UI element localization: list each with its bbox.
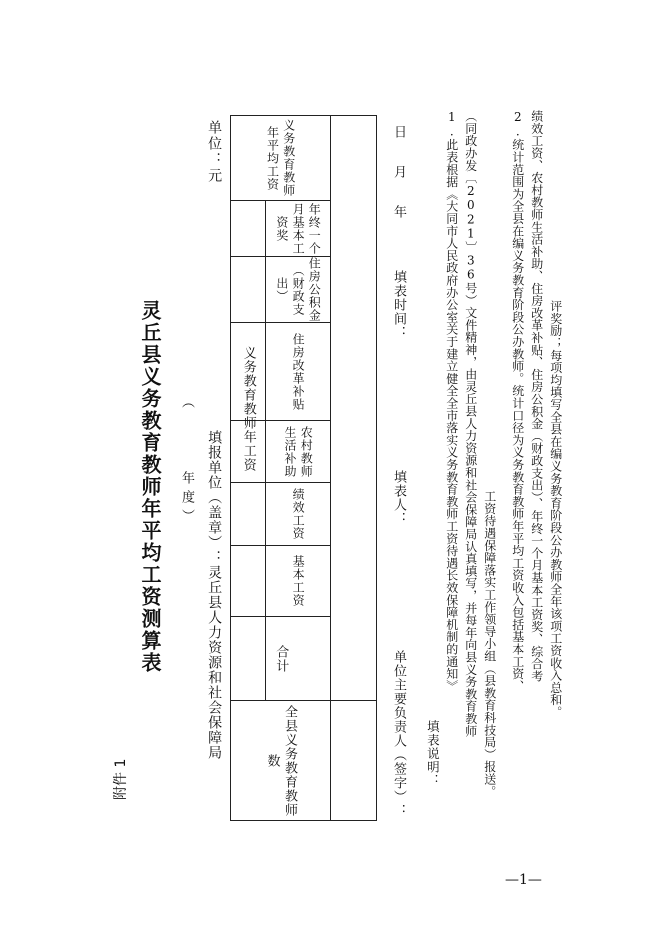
notes-line-1: 1.此表根据《大同市人民政府办公室关于建立健全全市落实义务教育教师工资待遇长效保障机制的通知》 — [444, 110, 459, 693]
page-number: —1— — [505, 872, 542, 888]
notes-line-4: 2.统计范围为全县在编义务教育阶段公办教师。统计口径为义务教育教师年平均工资收入包括基本工资、 — [510, 110, 525, 693]
page-title: 灵丘县义务教育教师年平均工资测算表 — [138, 300, 162, 674]
header-year-end-bonus: 年终一个月基本工资奖 — [274, 202, 322, 255]
notes-line-3: 工资待遇保障落实工作领导小组（县教育科技局）报送。 — [482, 490, 497, 798]
header-performance-salary: 绩效工资 — [291, 488, 306, 540]
header-rural-allowance: 农村教师生活补助 — [283, 425, 314, 478]
header-teacher-count: 全县义务教育教师数 — [264, 704, 298, 817]
filler-label: 填表人： — [390, 470, 406, 526]
header-basic-salary: 基本工资 — [291, 555, 306, 607]
fill-date-day: 日 — [390, 125, 406, 139]
fill-date-month: 月 — [390, 165, 406, 179]
notes-line-6: 评奖励；每项均填写全县在编义务教育阶段公办教师全年该项工资收入总和。 — [548, 300, 563, 719]
header-total: 合计 — [273, 644, 289, 673]
attachment-label: 附件 1 — [113, 758, 129, 800]
header-salary-group: 义务教育教师年工资 — [240, 345, 256, 472]
notes-line-5: 绩效工资、农村教师生活补助、住房改革补贴、住房公积金（财政支出）、年终一个月基本工资奖、综合考 — [529, 110, 544, 683]
responsible-signature-label: 单位主要负责人（签字）： — [390, 650, 406, 818]
header-housing-fund: 住房公积金（财政支出） — [274, 257, 322, 322]
fill-date-year: 年 — [390, 205, 406, 219]
notes-heading: 填表说明： — [425, 720, 441, 788]
reporting-unit: 填报单位（盖章）：灵丘县人力资源和社会保障局 — [206, 430, 223, 760]
currency-unit: 单位：元 — [206, 120, 223, 184]
year-line: （ 年度） — [178, 395, 194, 528]
fill-date-label: 填表时间： — [390, 270, 406, 340]
header-annual-average: 义务教育教师年平均工资 — [265, 119, 296, 197]
header-housing-subsidy: 住房改革补贴 — [291, 332, 306, 411]
notes-line-2: （同政办发〔2021〕36号）文件精神，由灵丘县人力资源和社会保障局认真填写，并每年向县义务教育教师 — [463, 110, 478, 737]
